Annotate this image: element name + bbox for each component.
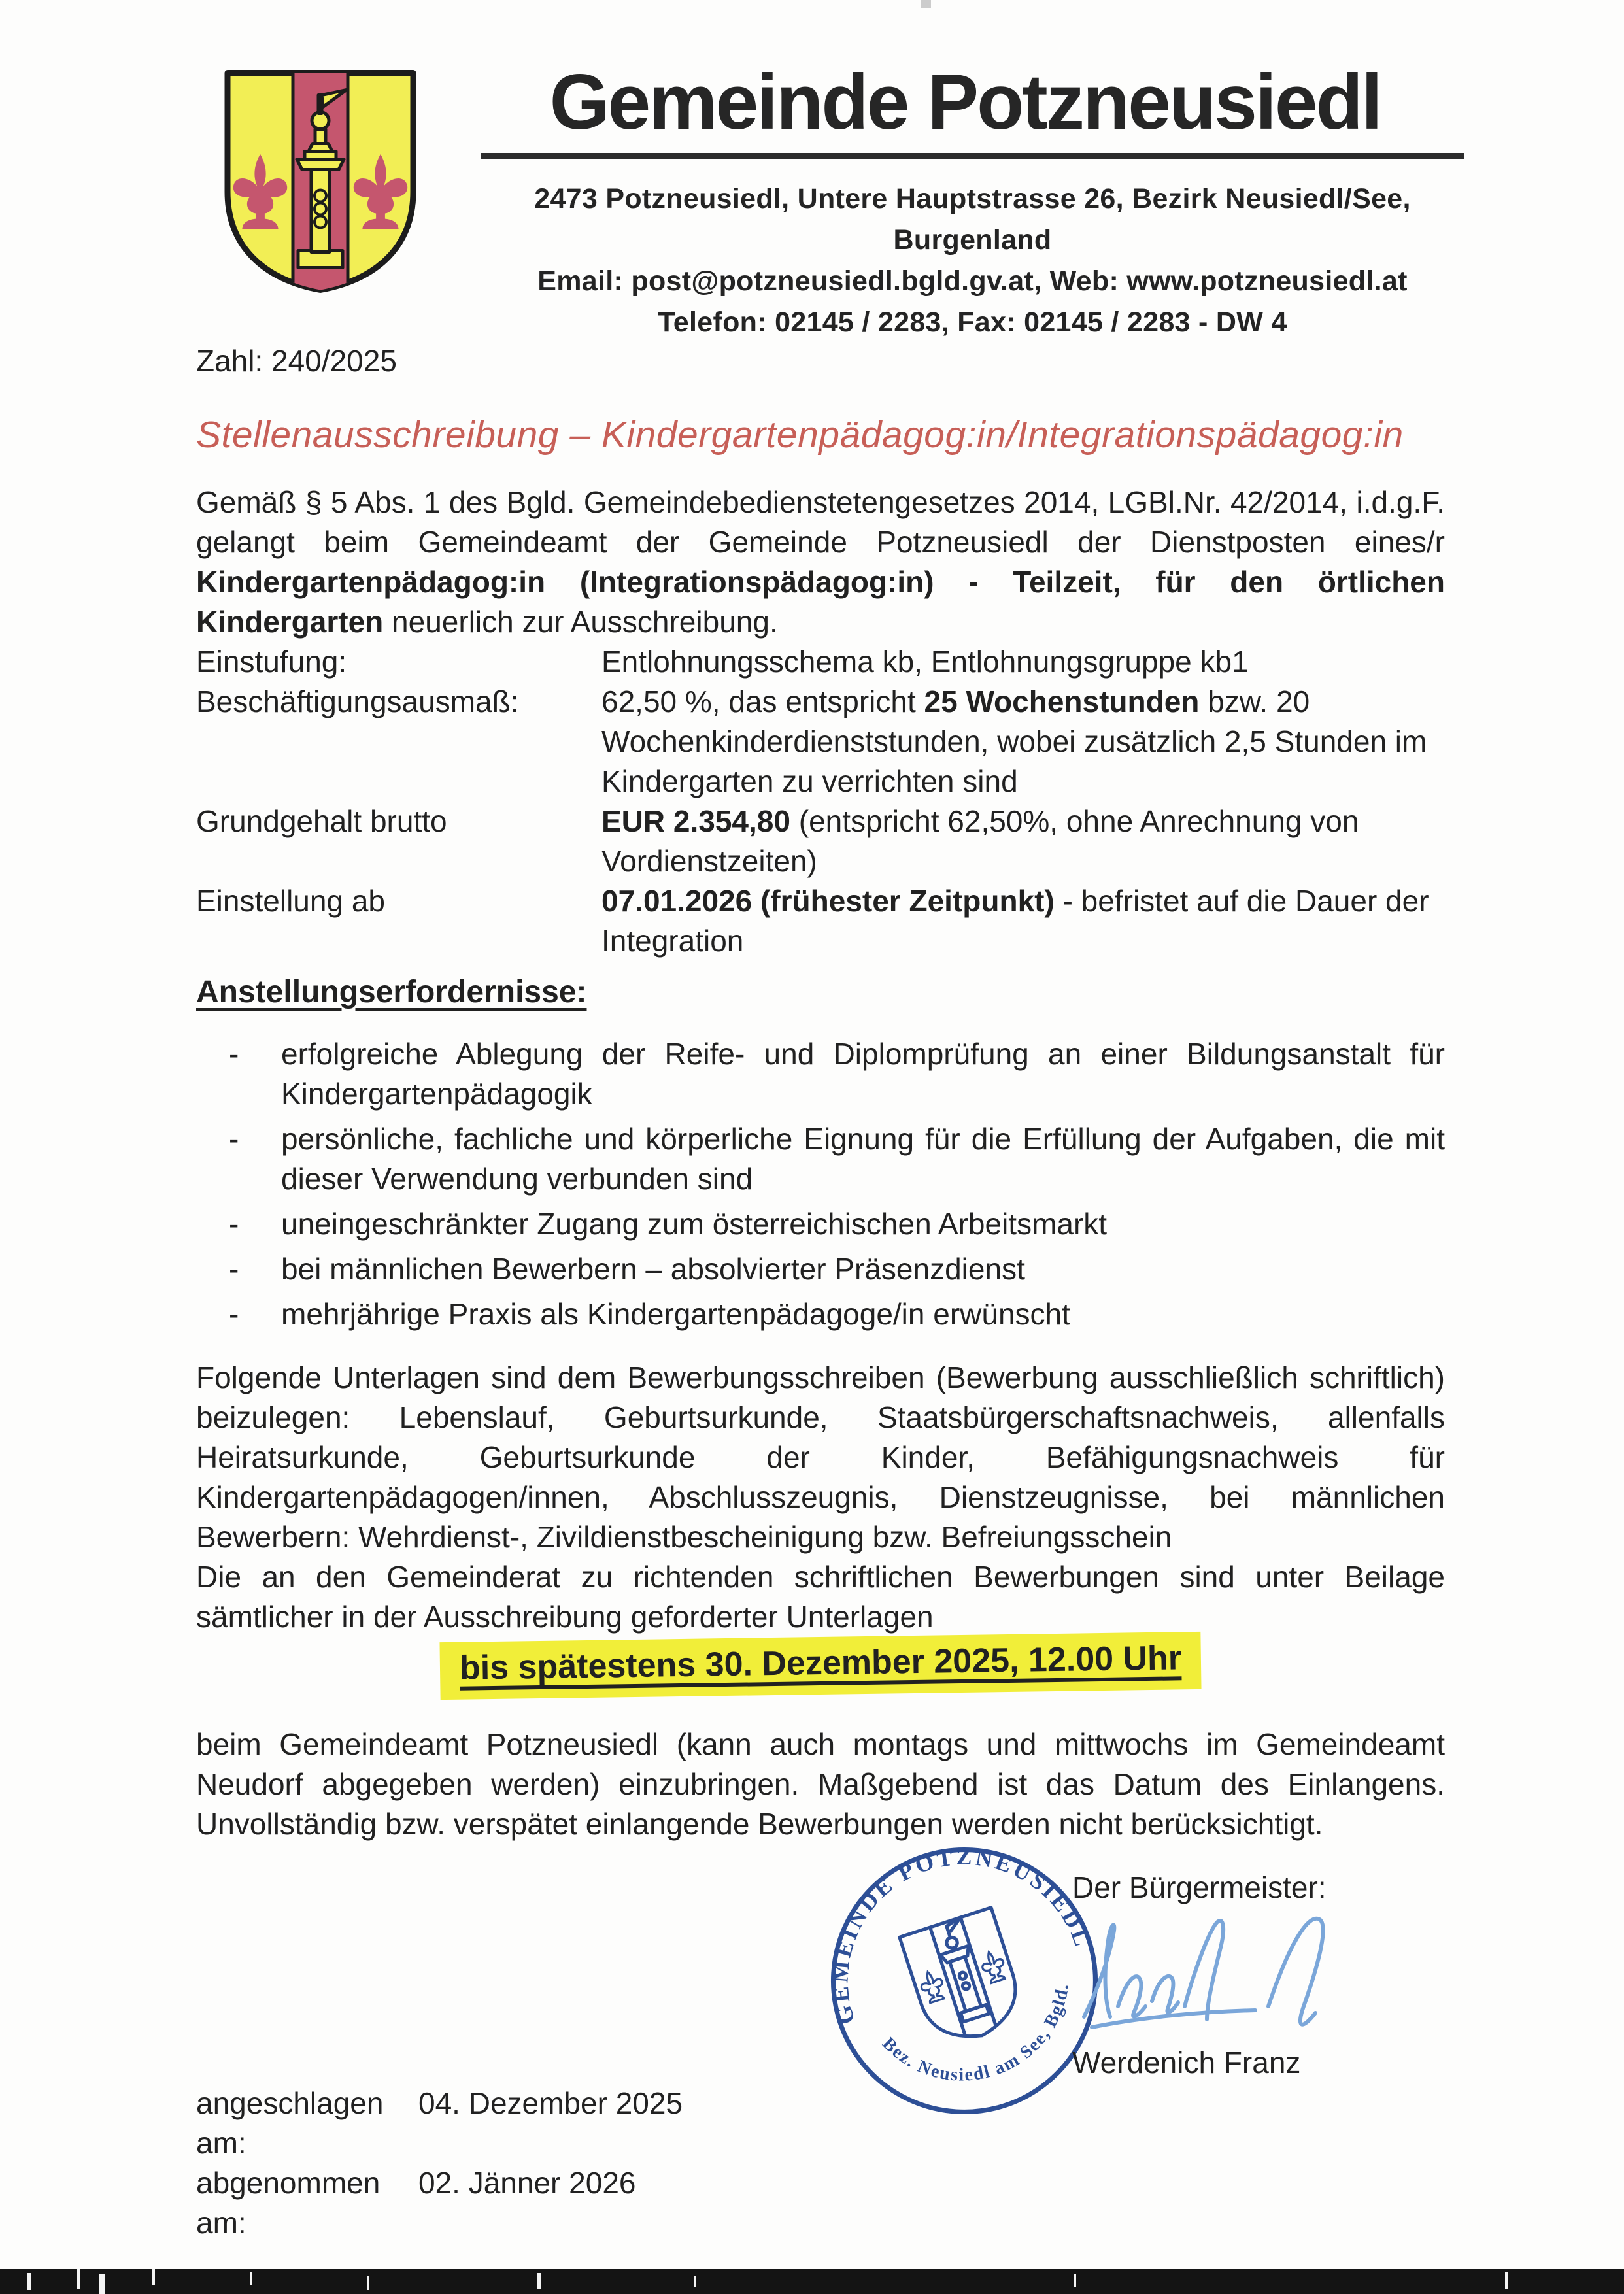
- document-body: [196, 341, 1445, 2243]
- mayor-signature-block: [1072, 1868, 1442, 2082]
- deadline-line: [196, 1637, 1445, 1695]
- signature-section: [196, 1843, 1445, 2085]
- table-row: [196, 801, 1445, 881]
- detail-label: Grundgehalt brutto: [196, 804, 447, 838]
- page-title: Gemeinde Potzneusiedl: [549, 58, 1381, 146]
- list-item: [196, 1294, 1445, 1334]
- contact-line: Email: post@potzneusiedl.bgld.gv.at, Web: www.potzneusiedl.at: [537, 265, 1408, 297]
- removed-date: 02. Jänner 2026: [418, 2166, 636, 2200]
- posted-label: angeschlagen am:: [196, 2086, 384, 2160]
- scan-edge-strip: [0, 2269, 1624, 2294]
- job-posting-headline: Stellenausschreibung – Kindergartenpädagog:in/Integrationspädagog:in: [196, 414, 1404, 456]
- detail-value: 62,50 %, das entspricht 25 Wochenstunden bzw. 20 Wochenkinderdienststunden, wobei zusätzlich 2,5 Stunden im Kindergarten zu verrichten sind: [601, 684, 1427, 798]
- position-details-table: [196, 642, 1445, 961]
- deadline-highlight: bis spätestens 30. Dezember 2025, 12.00 Uhr: [439, 1632, 1201, 1700]
- mayor-name: Werdenich Franz: [1072, 2046, 1301, 2080]
- documents-paragraph: Folgende Unterlagen sind dem Bewerbungsschreiben (Bewerbung ausschließlich schriftlich) beizulegen: Lebenslauf, Geburtsurkunde, Staatsbürgerschaftsnachweis, allenfalls Heiratsurkunde, Geburtsurkunde der Kinder, Befähigungsnachweis für Kindergartenpädagogen/innen, Abschlusszeugnis, Dienstzeugnisse, bei männlichen Bewerbern: Wehrdienst-, Zivildienstbescheinigung bzw. Befreiungsschein: [196, 1360, 1445, 1554]
- requirement-text: bei männlichen Bewerbern – absolvierter Präsenzdienst: [281, 1252, 1025, 1286]
- dash-marker: -: [229, 1252, 239, 1286]
- list-item: [196, 1119, 1445, 1199]
- detail-value: Entlohnungsschema kb, Entlohnungsgruppe kb1: [601, 645, 1249, 679]
- stamp-text-top: GEMEINDE POTZNEUSIEDL: [826, 1843, 1097, 2028]
- dash-marker: -: [229, 1207, 239, 1241]
- table-row: [196, 682, 1445, 801]
- removed-label: abgenommen am:: [196, 2166, 381, 2240]
- requirements-heading: Anstellungserfordernisse:: [196, 975, 587, 1009]
- scan-artifact-top: [921, 0, 931, 8]
- table-row: [196, 881, 1445, 961]
- mayor-signature-icon: [1072, 1911, 1386, 2042]
- municipal-coat-of-arms-icon: [216, 62, 425, 301]
- posted-row: [196, 2083, 1445, 2163]
- dash-marker: -: [229, 1297, 239, 1331]
- detail-label: Beschäftigungsausmaß:: [196, 684, 519, 718]
- phone-line: Telefon: 02145 / 2283, Fax: 02145 / 2283 - DW 4: [658, 307, 1287, 338]
- letterhead: [481, 60, 1464, 343]
- reference-number: Zahl: 240/2025: [196, 344, 397, 378]
- dash-marker: -: [229, 1122, 239, 1156]
- detail-value: 07.01.2026 (frühester Zeitpunkt) - befristet auf die Dauer der Integration: [601, 884, 1429, 958]
- detail-label: Einstellung ab: [196, 884, 385, 918]
- requirement-text: erfolgreiche Ablegung der Reife- und Diplomprüfung an einer Bildungsanstalt für Kindergartenpädagogik: [281, 1037, 1445, 1111]
- mayor-title: Der Bürgermeister:: [1072, 1870, 1327, 1904]
- stamp-text-bottom: Bez. Neusiedl am See, Bgld.: [879, 1982, 1073, 2085]
- list-item: [196, 1034, 1445, 1114]
- detail-value: EUR 2.354,80 (entspricht 62,50%, ohne Anrechnung von Vordienstzeiten): [601, 804, 1359, 878]
- address-line: 2473 Potzneusiedl, Untere Hauptstrasse 26, Bezirk Neusiedl/See, Burgenland: [534, 183, 1411, 256]
- dash-marker: -: [229, 1037, 239, 1071]
- requirements-list: [196, 1034, 1445, 1334]
- requirement-text: uneingeschränkter Zugang zum österreichischen Arbeitsmarkt: [281, 1207, 1108, 1241]
- posted-date: 04. Dezember 2025: [418, 2086, 683, 2120]
- requirement-text: mehrjährige Praxis als Kindergartenpädagoge/in erwünscht: [281, 1297, 1070, 1331]
- list-item: [196, 1204, 1445, 1244]
- intro-paragraph: Gemäß § 5 Abs. 1 des Bgld. Gemeindebedienstetengesetzes 2014, LGBl.Nr. 42/2014, i.d.g.F. gelangt beim Gemeindeamt der Gemeinde Potzneusiedl der Dienstposten eines/r Kindergartenpädagog:in (Integrationspädagog:in) - Teilzeit, für den örtlichen Kindergarten neuerlich zur Ausschreibung.: [196, 485, 1445, 639]
- requirement-text: persönliche, fachliche und körperliche Eignung für die Erfüllung der Aufgaben, die mit dieser Verwendung verbunden sind: [281, 1122, 1445, 1196]
- header-rule: [481, 153, 1464, 159]
- table-row: [196, 642, 1445, 682]
- detail-label: Einstufung:: [196, 645, 347, 679]
- applications-paragraph: Die an den Gemeinderat zu richtenden schriftlichen Bewerbungen sind unter Beilage sämtlicher in der Ausschreibung geforderter Unterlagen: [196, 1560, 1445, 1634]
- submission-paragraph: beim Gemeindeamt Potzneusiedl (kann auch montags und mittwochs im Gemeindeamt Neudorf abgegeben werden) einzubringen. Maßgebend ist das Datum des Einlangens. Unvollständig bzw. verspätet einlangende Bewerbungen werden nicht berücksichtigt.: [196, 1727, 1445, 1841]
- posting-dates: [196, 2083, 1445, 2243]
- removed-row: [196, 2163, 1445, 2243]
- list-item: [196, 1249, 1445, 1289]
